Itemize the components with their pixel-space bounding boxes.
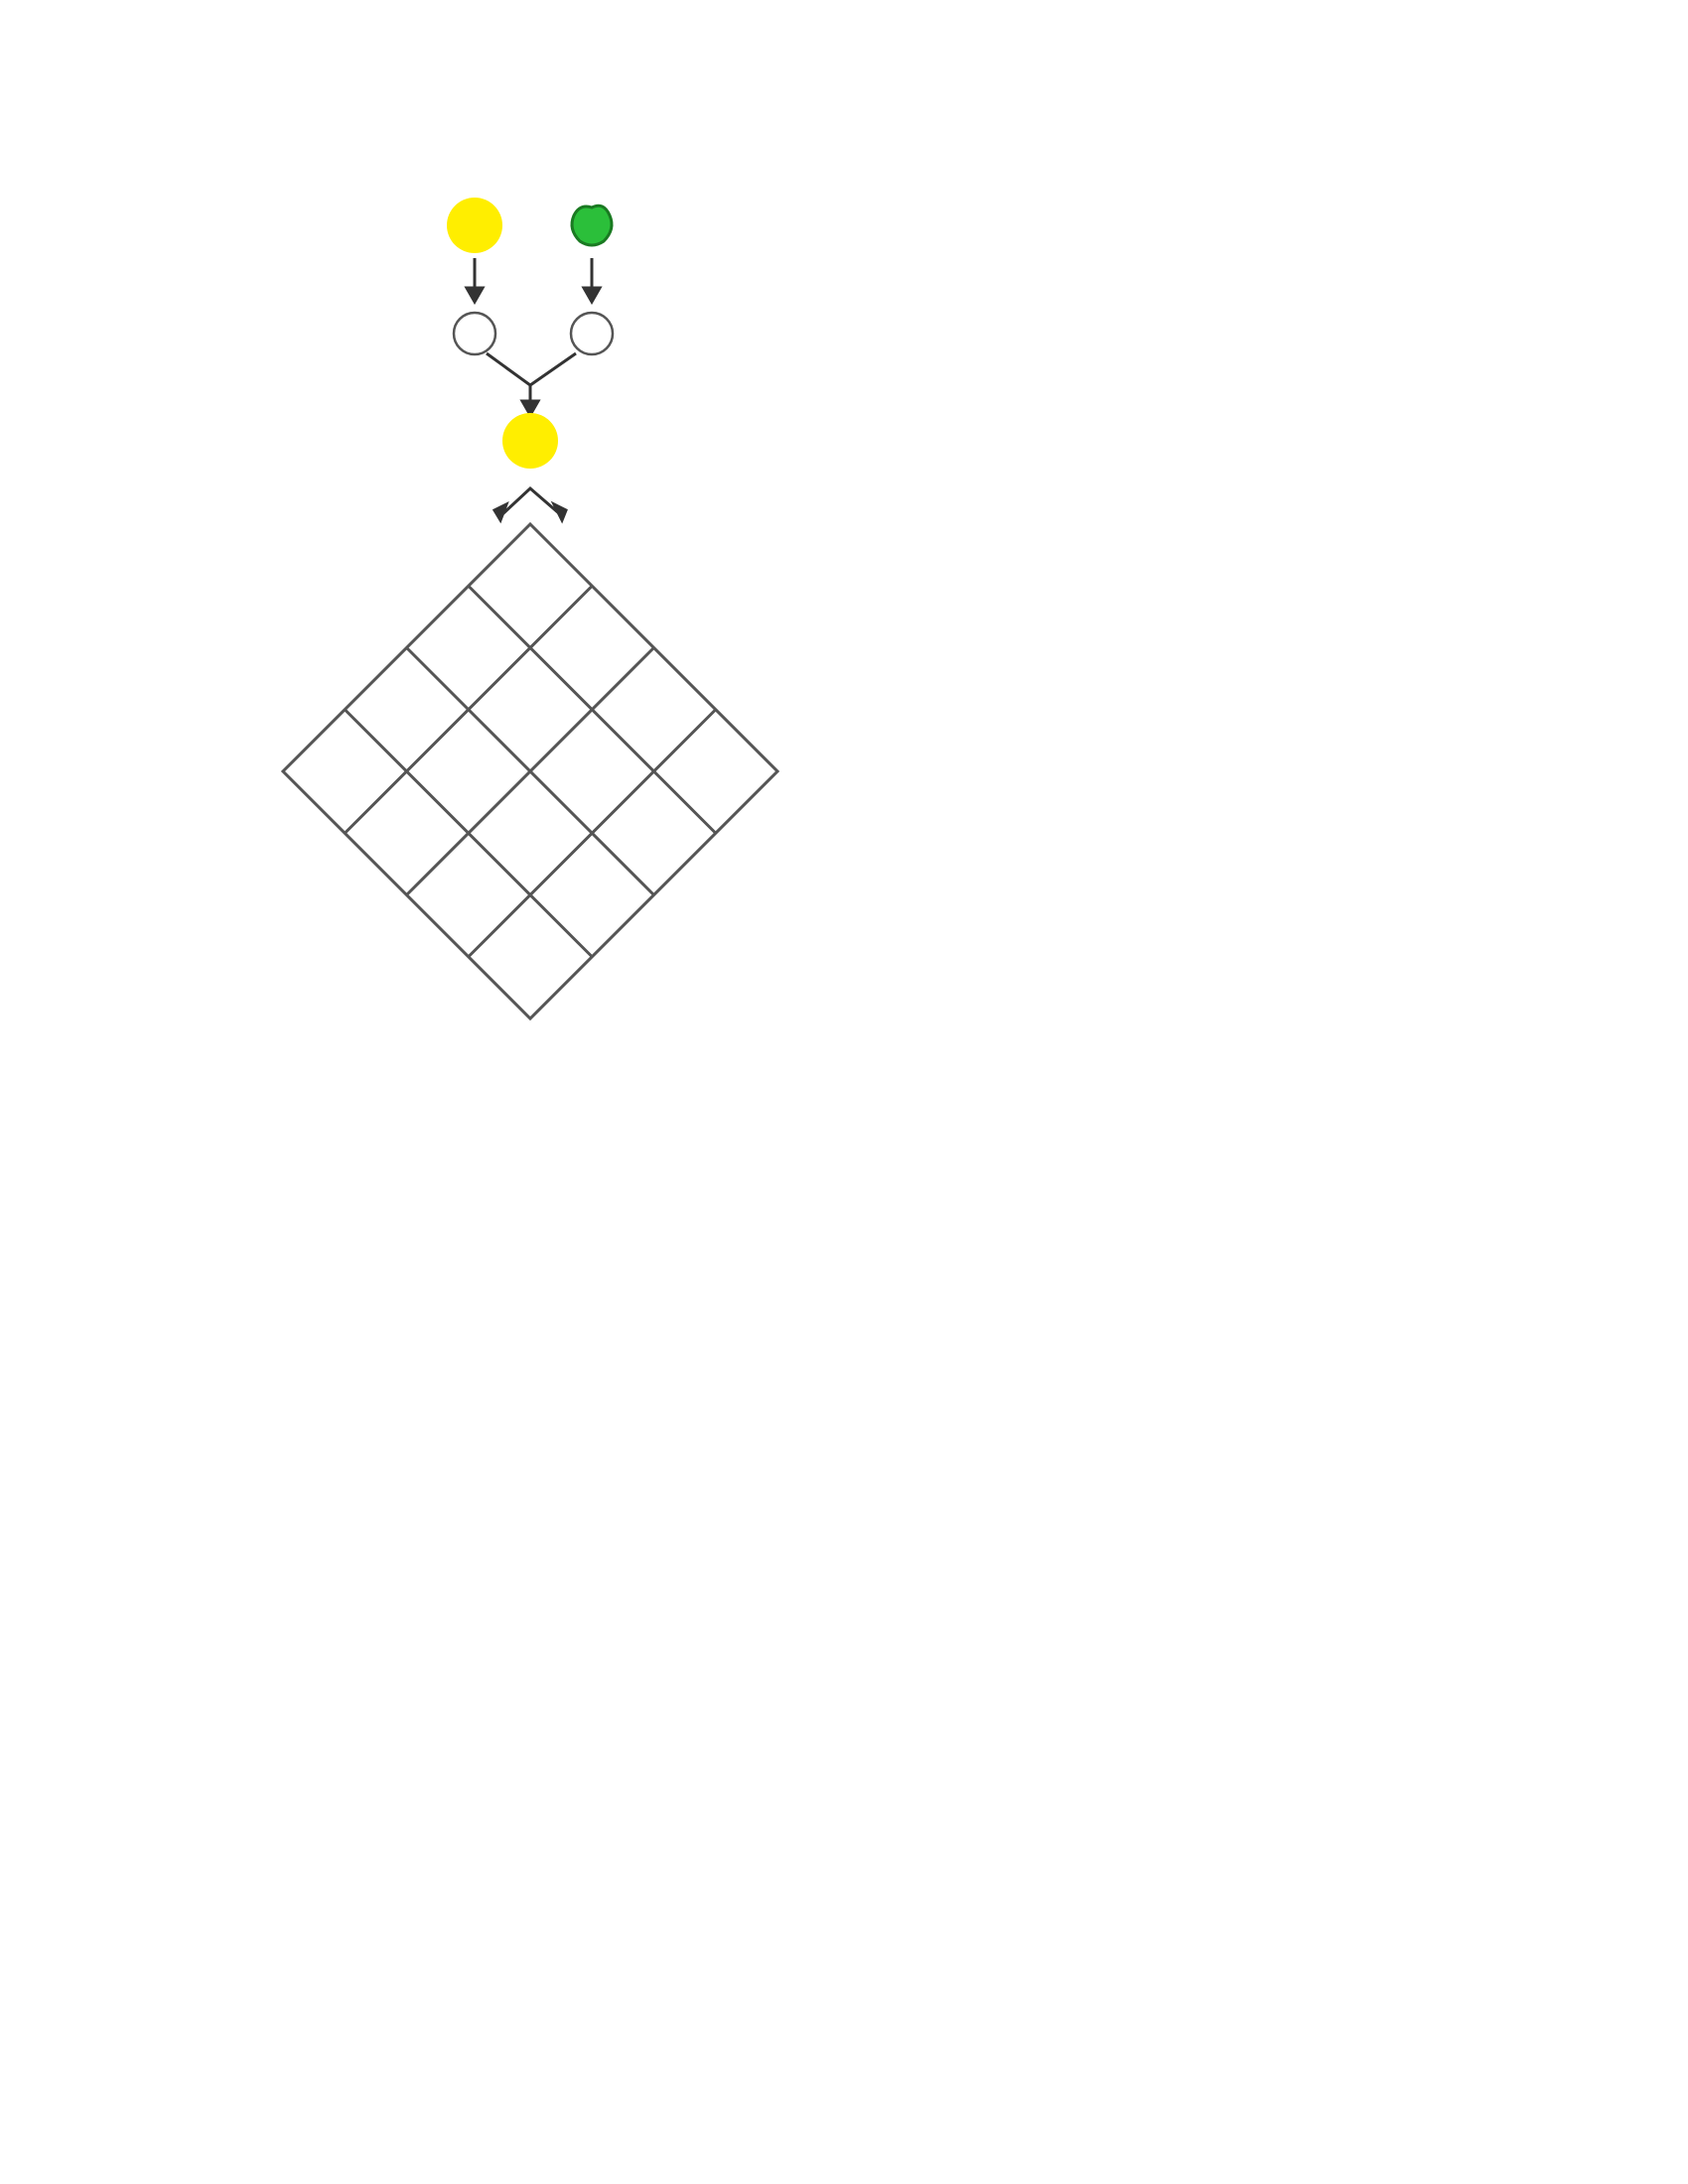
dihybrid-cross-diagram [179, 179, 1013, 1052]
parent-arrows [467, 258, 600, 302]
split-arrows [494, 488, 566, 520]
parent-gamete-right-circle [571, 313, 613, 354]
punnett-grid [283, 524, 777, 1019]
parent-green-wrinkled-pea [572, 205, 612, 245]
fusion-arrow [487, 353, 576, 415]
parent-gamete-left-circle [454, 313, 495, 354]
question-30 [199, 1832, 1509, 1874]
paragraph-genotypes [199, 1630, 1509, 1670]
f1-yellow-round-pea [502, 413, 558, 469]
parent-yellow-round-pea [447, 198, 502, 253]
